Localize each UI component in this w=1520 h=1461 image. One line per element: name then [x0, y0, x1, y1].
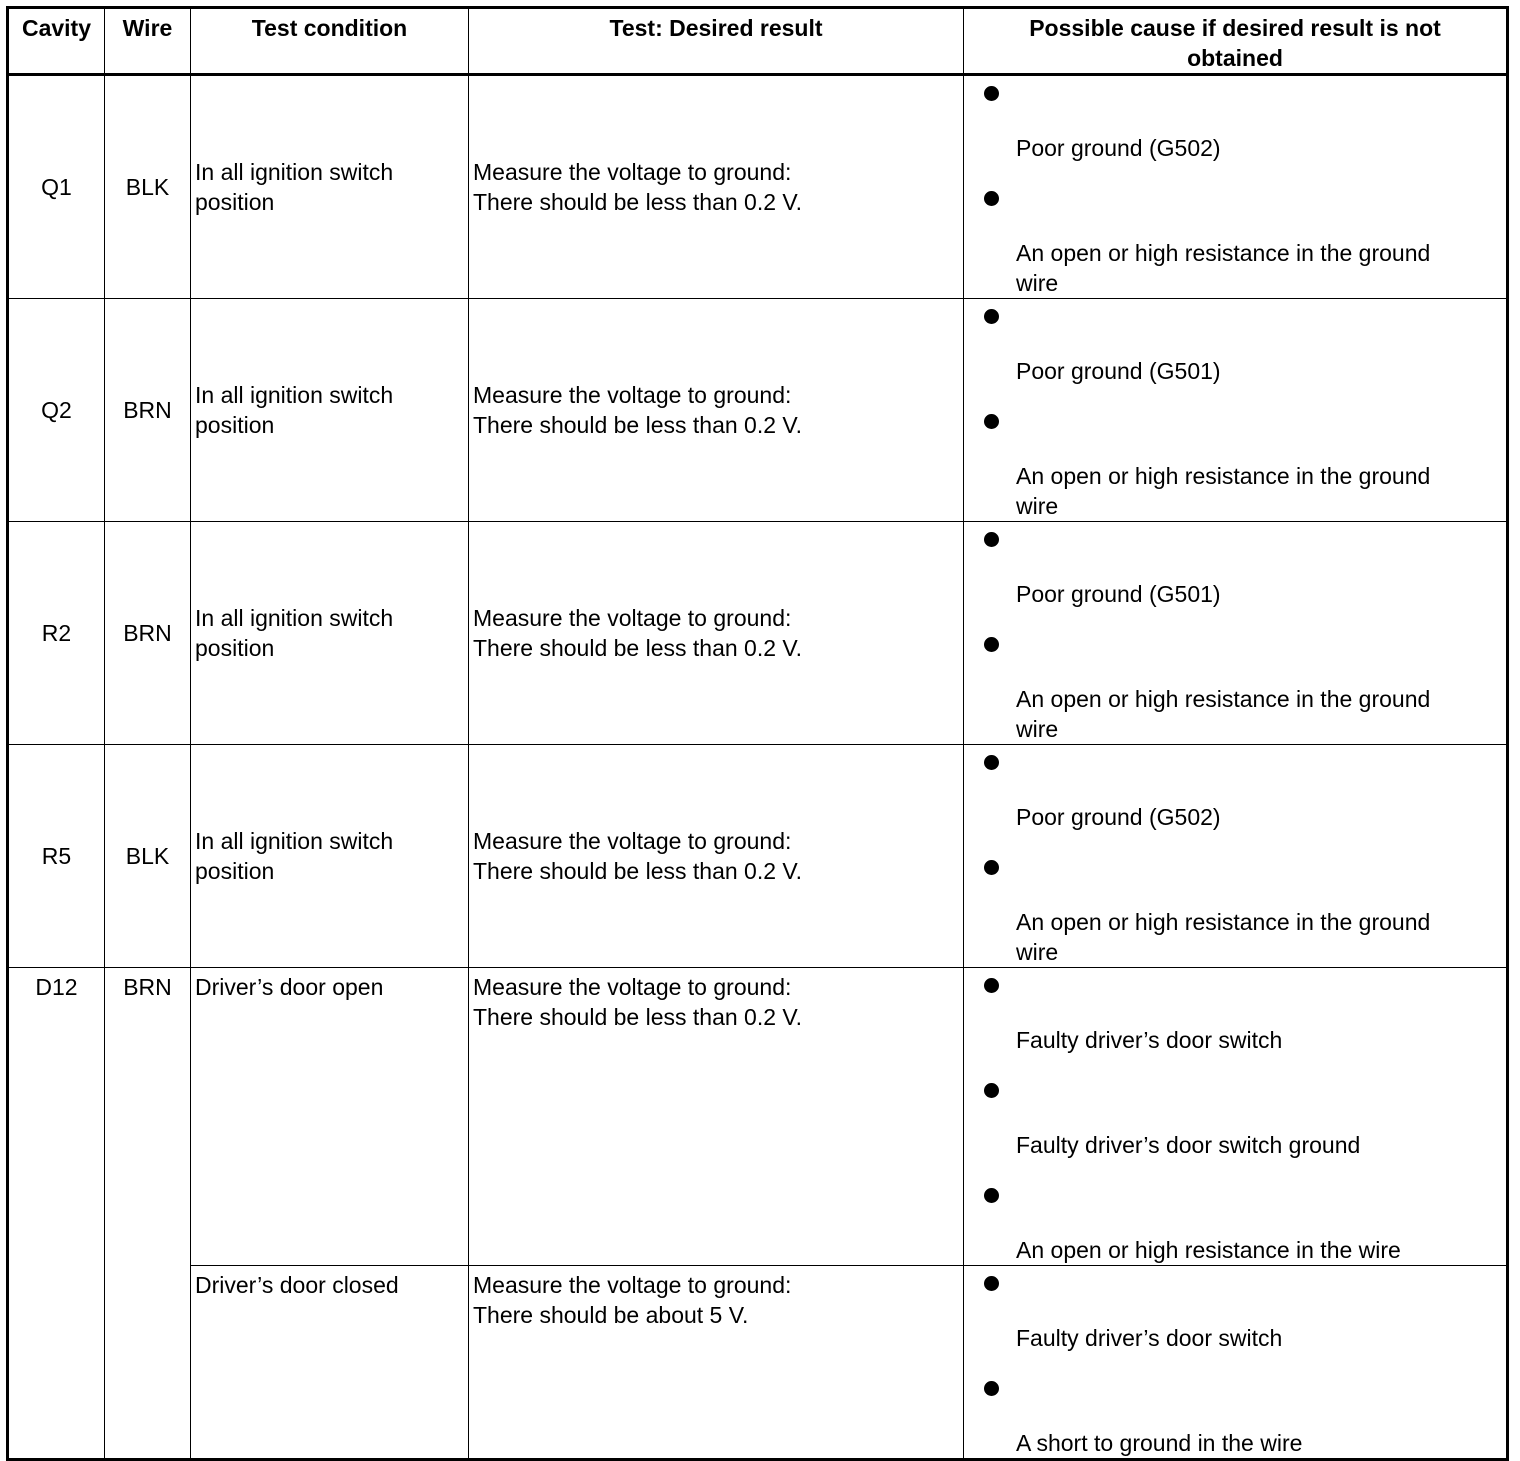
cause-text: Poor ground (G501): [1016, 581, 1221, 607]
cause-item: [964, 1075, 1506, 1180]
cause-list: [964, 968, 1506, 1265]
cause-item: [964, 524, 1506, 629]
diagnostic-table: [6, 6, 1509, 1461]
bullet-icon: [984, 309, 999, 324]
cause-item: [964, 406, 1506, 521]
header-possible-cause: Possible cause if desired result is not obtained: [964, 8, 1508, 75]
table-row: [8, 299, 1508, 522]
result-cell: [469, 1266, 964, 1460]
cause-text: An open or high resistance in the ground wire: [1016, 686, 1431, 742]
cause-text: Faulty driver’s door switch: [1016, 1325, 1283, 1351]
result-line: Measure the voltage to ground:: [473, 828, 792, 854]
cause-list: [964, 299, 1506, 521]
result-line: There should be less than 0.2 V.: [473, 412, 803, 438]
wire-cell: BRN: [105, 968, 191, 1460]
condition-cell: Driver’s door open: [191, 968, 469, 1266]
wire-cell: BLK: [105, 745, 191, 968]
result-line: There should be about 5 V.: [473, 1302, 749, 1328]
header-wire: Wire: [105, 8, 191, 75]
wire-cell: BRN: [105, 299, 191, 522]
cause-item: [964, 747, 1506, 852]
result-line: Measure the voltage to ground:: [473, 382, 792, 408]
cause-text: Poor ground (G502): [1016, 135, 1221, 161]
result-cell: [469, 968, 964, 1266]
cause-cell: [964, 75, 1508, 299]
bullet-icon: [984, 532, 999, 547]
header-desired-result: Test: Desired result: [469, 8, 964, 75]
result-line: Measure the voltage to ground:: [473, 1272, 792, 1298]
cause-cell: [964, 1266, 1508, 1460]
cause-item: [964, 1268, 1506, 1373]
condition-cell: In all ignition switch position: [191, 299, 469, 522]
condition-cell: In all ignition switch position: [191, 75, 469, 299]
cause-item: [964, 970, 1506, 1075]
cause-list: [964, 522, 1506, 744]
cause-text: An open or high resistance in the ground wire: [1016, 463, 1431, 519]
cause-text: A short to ground in the wire: [1016, 1430, 1303, 1456]
result-line: Measure the voltage to ground:: [473, 605, 792, 631]
result-line: There should be less than 0.2 V.: [473, 189, 803, 215]
wire-cell: BLK: [105, 75, 191, 299]
result-cell: [469, 745, 964, 968]
bullet-icon: [984, 414, 999, 429]
bullet-icon: [984, 637, 999, 652]
cause-text: Poor ground (G501): [1016, 358, 1221, 384]
bullet-icon: [984, 860, 999, 875]
cause-cell: [964, 968, 1508, 1266]
table-body: [8, 75, 1508, 1460]
table-row: [8, 968, 1508, 1266]
condition-cell: Driver’s door closed: [191, 1266, 469, 1460]
cause-list: [964, 745, 1506, 967]
cause-item: [964, 78, 1506, 183]
condition-cell: In all ignition switch position: [191, 745, 469, 968]
cause-item: [964, 1180, 1506, 1265]
cavity-cell: D12: [8, 968, 105, 1460]
bullet-icon: [984, 1381, 999, 1396]
cause-cell: [964, 745, 1508, 968]
cavity-cell: R5: [8, 745, 105, 968]
cause-text: Poor ground (G502): [1016, 804, 1221, 830]
cause-list: [964, 1266, 1506, 1458]
result-cell: [469, 75, 964, 299]
cause-item: [964, 1373, 1506, 1458]
result-line: There should be less than 0.2 V.: [473, 635, 803, 661]
wire-cell: BRN: [105, 522, 191, 745]
cavity-cell: R2: [8, 522, 105, 745]
result-line: There should be less than 0.2 V.: [473, 858, 803, 884]
cause-text: An open or high resistance in the ground wire: [1016, 909, 1431, 965]
bullet-icon: [984, 86, 999, 101]
cause-item: [964, 301, 1506, 406]
header-cavity: Cavity: [8, 8, 105, 75]
bullet-icon: [984, 1276, 999, 1291]
cause-text: Faulty driver’s door switch: [1016, 1027, 1283, 1053]
result-line: Measure the voltage to ground:: [473, 159, 792, 185]
table-row: [8, 522, 1508, 745]
cause-cell: [964, 522, 1508, 745]
bullet-icon: [984, 1188, 999, 1203]
cause-item: [964, 183, 1506, 298]
result-cell: [469, 522, 964, 745]
cause-text: Faulty driver’s door switch ground: [1016, 1132, 1361, 1158]
cavity-cell: Q2: [8, 299, 105, 522]
bullet-icon: [984, 1083, 999, 1098]
header-test-condition: Test condition: [191, 8, 469, 75]
header-row: [8, 8, 1508, 75]
result-cell: [469, 299, 964, 522]
cause-cell: [964, 299, 1508, 522]
bullet-icon: [984, 978, 999, 993]
cavity-cell: Q1: [8, 75, 105, 299]
cause-text: An open or high resistance in the ground wire: [1016, 240, 1431, 296]
table-row: [8, 745, 1508, 968]
table-row: [8, 1266, 1508, 1460]
condition-cell: In all ignition switch position: [191, 522, 469, 745]
cause-list: [964, 76, 1506, 298]
result-line: Measure the voltage to ground:: [473, 974, 792, 1000]
table-row: [8, 75, 1508, 299]
cause-text: An open or high resistance in the wire: [1016, 1237, 1401, 1263]
bullet-icon: [984, 755, 999, 770]
result-line: There should be less than 0.2 V.: [473, 1004, 803, 1030]
cause-item: [964, 629, 1506, 744]
bullet-icon: [984, 191, 999, 206]
cause-item: [964, 852, 1506, 967]
